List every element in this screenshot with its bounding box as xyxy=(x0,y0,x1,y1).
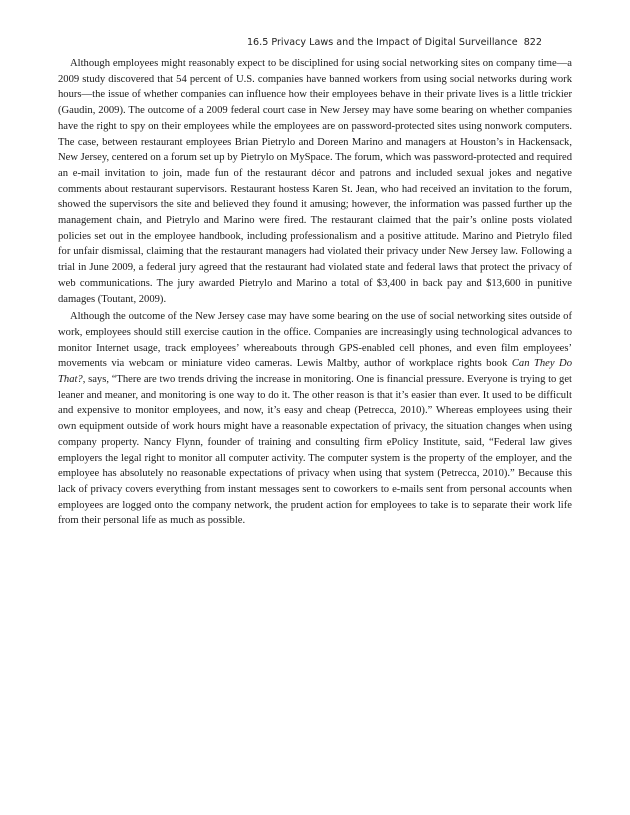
section-title: 16.5 Privacy Laws and the Impact of Digital Surveillance xyxy=(246,37,518,48)
paragraph-2-rest: , says, “There are two trends driving the increase in monitoring. One is financial pressure. Everyone is trying to get leaner and meaner, and monitoring is one way to do it. The other reason is that it’s easier than ever. It used to be difficult and expensive to monitor employees, and now, it’s easy and cheap (Petrecca, 2010).” Whereas employees using their own equipment outside of work hours might have a reasonable expectation of privacy, the situation changes when using company property. Nancy Flynn, founder of training and consulting firm ePolicy Institute, said, “Federal law gives employers the legal right to monitor all computer activity. The computer system is the property of the employer, and the employee has absolutely no reasonable expectations of privacy when using that system (Petrecca, 2010).” Because this lack of privacy covers everything from instant messages sent to coworkers to e-mails sent from personal accounts when employees are logged onto the company network, the prudent action for employees to take is to separate their work life from their personal life as much as possible. xyxy=(58,374,572,527)
body-text xyxy=(58,56,572,529)
running-header xyxy=(247,37,542,48)
paragraph-2-intro: Although the outcome of the New Jersey case may have some bearing on the use of social networking sites outside of work, employees should still exercise caution in the office. Companies are increasingly using technological advances to monitor Internet usage, track employees’ whereabouts through GPS-enabled cell phones, and even film employees’ movements via webcam or miniature video cameras. Lewis Maltby, author of workplace rights book xyxy=(58,311,572,370)
page-number: 822 xyxy=(523,37,542,48)
book-title: Can They Do That? xyxy=(58,358,572,386)
paragraph-2 xyxy=(58,309,572,529)
paragraph-1: Although employees might reasonably expect to be disciplined for using social networking sites on company time—a 2009 study discovered that 54 percent of U.S. companies have banned workers from using social networks during work hours—the issue of whether companies can influence how their employees behave in their private lives is a little trickier (Gaudin, 2009). The outcome of a 2009 federal court case in New Jersey may have some bearing on whether companies have the right to spy on their employees while the employees are on password-protected sites using nonwork computers. The case, between restaurant employees Brian Pietrylo and Doreen Marino and managers at Houston’s in Hackensack, New Jersey, centered on a forum set up by Pietrylo on MySpace. The forum, which was password-protected and required an e-mail invitation to join, made fun of the restaurant décor and patrons and included sexual jokes and negative comments about restaurant supervisors. Restaurant hostess Karen St. Jean, who had received an invitation to the forum, showed the supervisors the site and believed they found it amusing; however, the information was passed further up the management chain, and Pietrylo and Marino were fired. The restaurant claimed that the pair’s online posts violated policies set out in the employee handbook, including professionalism and a positive attitude. Marino and Pietrylo filed for unfair dismissal, claiming that the restaurant managers had violated their privacy under New Jersey law. Following a trial in June 2009, a federal jury agreed that the restaurant had violated state and federal laws that protect the privacy of web communications. The jury awarded Pietrylo and Marino a total of $3,400 in back pay and $13,600 in punitive damages (Toutant, 2009). xyxy=(58,58,572,305)
